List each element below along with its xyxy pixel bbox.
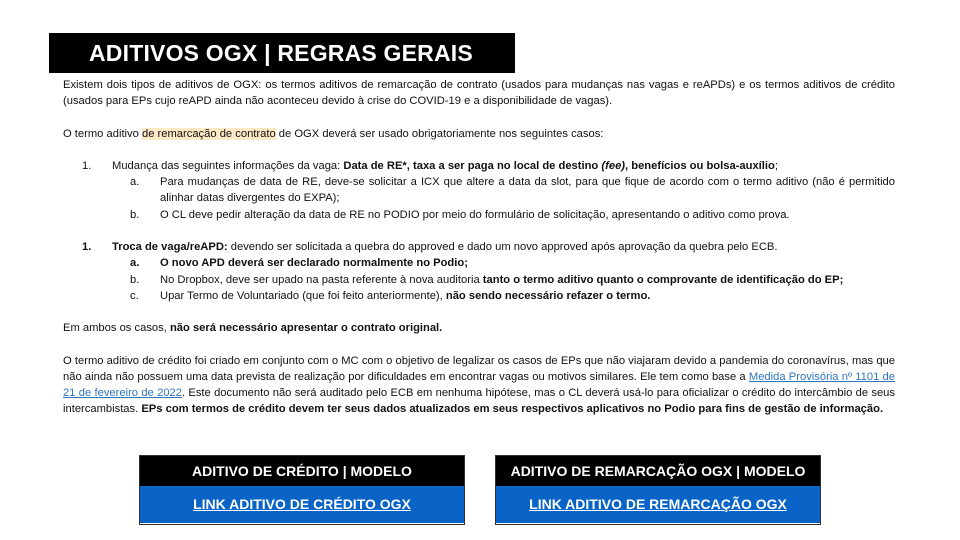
credito-bold: EPs com termos de crédito devem ter seus dados atualizados em seus respectivos aplicativos no Podio para fins de gestão de informação.: [141, 403, 884, 416]
remarcacao-post: de OGX deverá ser usado obrigatoriamente nos seguintes casos:: [275, 127, 604, 140]
list-item-end: ;: [774, 159, 778, 172]
list-number: 1.: [82, 159, 92, 172]
sub-item-b: [63, 272, 895, 288]
list-item-bold: Troca de vaga/reAPD:: [112, 241, 228, 254]
remarcacao-pre: O termo aditivo: [63, 127, 142, 140]
sub-number: b.: [130, 273, 140, 286]
remarcacao-model-box: [495, 455, 821, 525]
sub-item-c: [63, 288, 895, 304]
list-item-text: devendo ser solicitada a quebra do approved e dado um novo approved após aprovação da quebra pelo ECB.: [227, 241, 778, 254]
sub-number: a.: [130, 176, 140, 189]
document-body: [63, 77, 895, 418]
sub-text: Upar Termo de Voluntariado (que foi feito anteriormente),: [160, 289, 446, 302]
sub-number: c.: [130, 289, 139, 302]
credito-link-button[interactable]: LINK ADITIVO DE CRÉDITO OGX: [140, 486, 464, 523]
sub-item-b: [63, 207, 895, 223]
remarcacao-box-header: ADITIVO DE REMARCAÇÃO OGX | MODELO: [496, 456, 820, 486]
remarcacao-link-button[interactable]: LINK ADITIVO DE REMARCAÇÃO OGX: [496, 486, 820, 523]
list-item-text: Mudança das seguintes informações da vaga:: [112, 159, 344, 172]
sub-bold: não sendo necessário refazer o termo.: [445, 289, 651, 302]
intro-paragraph: Existem dois tipos de aditivos de OGX: os termos aditivos de remarcação de contrato (usados para mudanças nas vagas e reAPDs) e os termos aditivos de crédito (usados para EPs cujo reAPD ainda não aconteceu devido à crise do COVID-19 e a disponibilidade de vagas).: [63, 79, 895, 108]
remarcacao-highlight: de remarcação de contrato: [141, 127, 276, 140]
list-number: 1.: [82, 241, 92, 254]
ambos-pre: Em ambos os casos,: [63, 322, 170, 335]
sub-item-a: [63, 174, 895, 207]
sub-number: b.: [130, 208, 140, 221]
sub-bold: tanto o termo aditivo quanto o comprovante de identificação do EP;: [482, 273, 844, 286]
ambos-bold: não será necessário apresentar o contrato original.: [169, 322, 443, 335]
credito-box-header: ADITIVO DE CRÉDITO | MODELO: [140, 456, 464, 486]
medida-provisoria-link[interactable]: Medida Provisória nº 1101 de 21 de fevereiro de 2022: [63, 370, 895, 400]
credito-paragraph: [63, 353, 895, 418]
remarcacao-paragraph: [63, 126, 895, 142]
sub-text: Para mudanças de data de RE, deve-se solicitar a ICX que altere a data da slot, para que fique de acordo com o termo aditivo (não é permitido alinhar datas divergentes do EXPA);: [160, 176, 895, 205]
sub-bold: O novo APD deverá ser declarado normalmente no Podio;: [160, 257, 468, 270]
ambos-paragraph: [63, 320, 895, 336]
list-item-italic: (fee): [601, 159, 626, 172]
sub-text: O CL deve pedir alteração da data de RE no PODIO por meio do formulário de solicitação, apresentando o aditivo como prova.: [160, 208, 790, 221]
page-title: ADITIVOS OGX | REGRAS GERAIS: [49, 33, 515, 73]
sub-number: a.: [130, 257, 140, 270]
list-item-mudanca: [63, 158, 895, 174]
list-item-bold2: , benefícios ou bolsa-auxílio: [625, 159, 775, 172]
credito-text1: O termo aditivo de crédito foi criado em conjunto com o MC com o objetivo de legalizar os casos de EPs que não viajaram devido a pandemia do coronavírus, mas que não ainda não possuem uma data prevista de realização por dificuldades em encontrar vagas ou motivos similares. Ele tem como base a: [63, 354, 895, 383]
list-item-bold: Data de RE*, taxa a ser paga no local de destino: [343, 159, 602, 172]
credito-model-box: [139, 455, 465, 525]
list-item-troca: [63, 239, 895, 255]
sub-text: No Dropbox, deve ser upado na pasta referente à nova auditoria: [160, 273, 483, 286]
credito-text2: . Este documento não será auditado pelo ECB em nenhuma hipótese, mas o CL deverá usá-lo para oficializar o crédito do intercâmbio de seus intercambistas.: [63, 387, 895, 416]
sub-item-a: [63, 255, 895, 271]
